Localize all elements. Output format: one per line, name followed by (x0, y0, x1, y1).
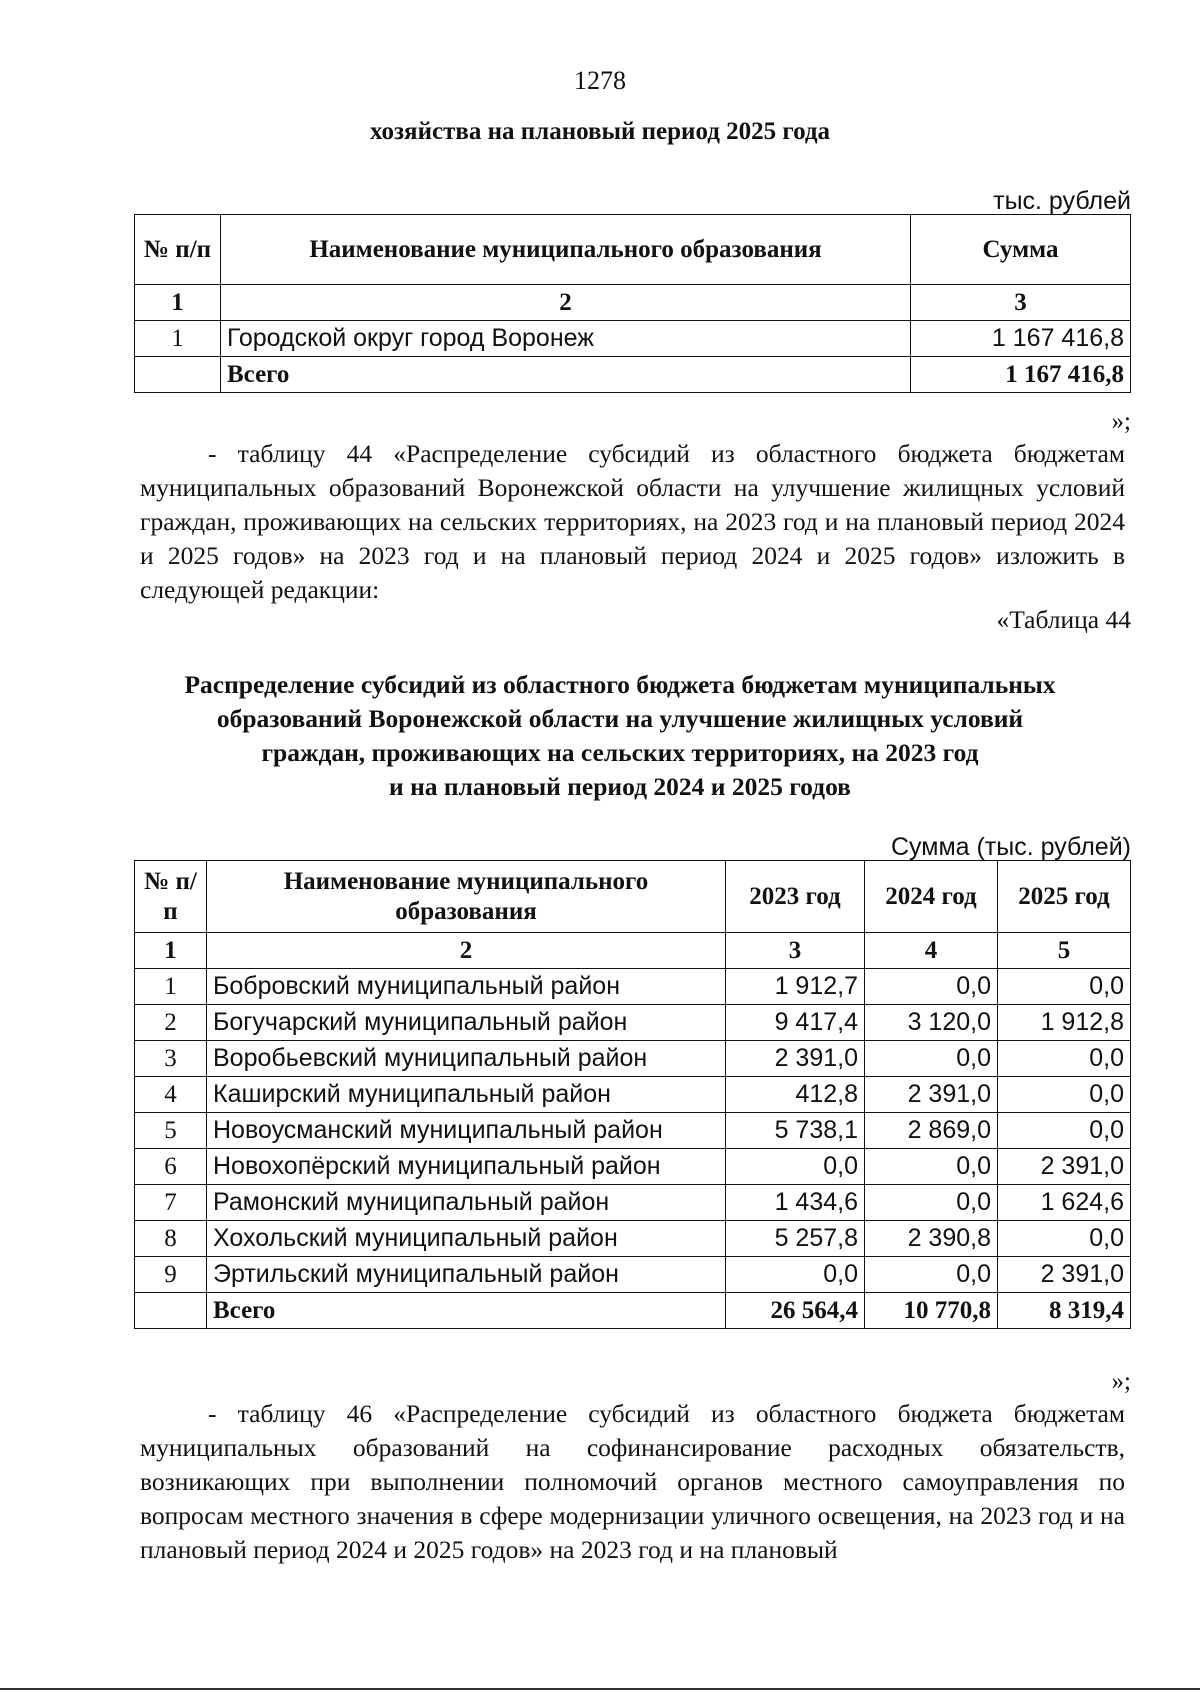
table2-title-line: и на плановый период 2024 и 2025 годов (389, 772, 851, 801)
table2-title-line: граждан, проживающих на сельских территориях, на 2023 год (261, 738, 979, 767)
table1-colnum: 2 (221, 285, 911, 321)
row-2025: 1 624,6 (998, 1185, 1131, 1221)
row-2025: 0,0 (998, 1221, 1131, 1257)
row-num: 8 (135, 1221, 207, 1257)
row-2023: 5 738,1 (726, 1113, 865, 1149)
table-row (135, 1185, 1131, 1221)
row-num: 9 (135, 1257, 207, 1293)
table44-label: «Таблица 44 (996, 605, 1131, 634)
row-2025: 0,0 (998, 1113, 1131, 1149)
row-2023: 0,0 (726, 1149, 865, 1185)
row-num: 1 (135, 321, 221, 357)
table1 (134, 214, 1131, 393)
table-row (135, 1077, 1131, 1113)
row-num: 5 (135, 1113, 207, 1149)
table2-title (120, 668, 1120, 804)
table1-closing-quote: »; (1111, 408, 1131, 435)
table-row (135, 1149, 1131, 1185)
table-row (135, 969, 1131, 1005)
empty-cell (135, 1293, 207, 1329)
row-name: Новохопёрский муниципальный район (207, 1149, 726, 1185)
row-name: Городской округ город Воронеж (221, 321, 911, 357)
row-num: 7 (135, 1185, 207, 1221)
table1-header-row (135, 215, 1131, 285)
row-2025: 0,0 (998, 1041, 1131, 1077)
page-bottom-rule (0, 1688, 1200, 1690)
row-num: 3 (135, 1041, 207, 1077)
table1-total-row (135, 357, 1131, 393)
row-2023: 412,8 (726, 1077, 865, 1113)
table1-header-sum: Сумма (911, 215, 1131, 285)
row-sum: 1 167 416,8 (911, 321, 1131, 357)
table2-header-2025: 2025 год (998, 861, 1131, 933)
row-2024: 3 120,0 (865, 1005, 998, 1041)
row-2025: 1 912,8 (998, 1005, 1131, 1041)
table2 (134, 860, 1131, 1329)
total-label: Всего (221, 357, 911, 393)
row-2024: 2 869,0 (865, 1113, 998, 1149)
row-2024: 0,0 (865, 969, 998, 1005)
table-row (135, 321, 1131, 357)
table-row (135, 1005, 1131, 1041)
row-2023: 5 257,8 (726, 1221, 865, 1257)
table1-header-name: Наименование муниципального образования (221, 215, 911, 285)
table2-header-num: № п/п (135, 861, 207, 933)
table1-title: хозяйства на плановый период 2025 года (369, 118, 831, 145)
row-2024: 2 391,0 (865, 1077, 998, 1113)
table2-unit: Сумма (тыс. рублей) (890, 833, 1131, 861)
row-name: Богучарский муниципальный район (207, 1005, 726, 1041)
row-name: Рамонский муниципальный район (207, 1185, 726, 1221)
row-name: Каширский муниципальный район (207, 1077, 726, 1113)
row-name: Бобровский муниципальный район (207, 969, 726, 1005)
table-row (135, 1113, 1131, 1149)
row-2025: 2 391,0 (998, 1149, 1131, 1185)
total-2025: 8 319,4 (998, 1293, 1131, 1329)
table2-colnum: 5 (998, 933, 1131, 969)
table2-colnum: 2 (207, 933, 726, 969)
row-2023: 2 391,0 (726, 1041, 865, 1077)
table2-header-2023: 2023 год (726, 861, 865, 933)
table1-header-num: № п/п (135, 215, 221, 285)
row-2023: 9 417,4 (726, 1005, 865, 1041)
table-row (135, 1257, 1131, 1293)
table1-colnum: 1 (135, 285, 221, 321)
table2-title-line: образований Воронежской области на улучшение жилищных условий (216, 704, 1024, 733)
row-2023: 0,0 (726, 1257, 865, 1293)
table-row (135, 1041, 1131, 1077)
table2-colnum: 3 (726, 933, 865, 969)
row-num: 1 (135, 969, 207, 1005)
row-2024: 0,0 (865, 1185, 998, 1221)
row-2025: 0,0 (998, 1077, 1131, 1113)
table2-closing-quote: »; (1111, 1368, 1131, 1395)
table2-header-row (135, 861, 1131, 933)
row-2023: 1 912,7 (726, 969, 865, 1005)
row-num: 4 (135, 1077, 207, 1113)
paragraph-table46-amendment: - таблицу 46 «Распределение субсидий из областного бюджета бюджетам муниципальных образований на софинансирование расходных обязательств, возникающих при выполнении полномочий органов местного самоуправления по вопросам местного значения в сфере модернизации уличного освещения, на 2023 год и на плановый период 2024 и 2025 годов» на 2023 год и на плановый (140, 1399, 1125, 1564)
row-2025: 2 391,0 (998, 1257, 1131, 1293)
table1-unit: тыс. рублей (993, 187, 1131, 215)
table2-header-2024: 2024 год (865, 861, 998, 933)
total-sum: 1 167 416,8 (911, 357, 1131, 393)
row-name: Воробьевский муниципальный район (207, 1041, 726, 1077)
total-label: Всего (207, 1293, 726, 1329)
table2-total-row (135, 1293, 1131, 1329)
table2-colnum: 4 (865, 933, 998, 969)
table2-header-name: Наименование муниципального образования (207, 861, 726, 933)
row-name: Эртильский муниципальный район (207, 1257, 726, 1293)
table-row (135, 1221, 1131, 1257)
row-name: Новоусманский муниципальный район (207, 1113, 726, 1149)
row-2024: 0,0 (865, 1257, 998, 1293)
row-num: 6 (135, 1149, 207, 1185)
total-2024: 10 770,8 (865, 1293, 998, 1329)
paragraph-table44-amendment: - таблицу 44 «Распределение субсидий из областного бюджета бюджетам муниципальных образований Воронежской области на улучшение жилищных условий граждан, проживающих на сельских территориях, на 2023 год и на плановый период 2024 и 2025 годов» на 2023 год и на плановый период 2024 и 2025 годов» изложить в следующей редакции: (140, 439, 1125, 604)
table1-colnum-row (135, 285, 1131, 321)
table2-colnum: 1 (135, 933, 207, 969)
row-2023: 1 434,6 (726, 1185, 865, 1221)
row-2024: 2 390,8 (865, 1221, 998, 1257)
table2-colnum-row (135, 933, 1131, 969)
page-number: 1278 (574, 66, 626, 95)
row-2025: 0,0 (998, 969, 1131, 1005)
row-2024: 0,0 (865, 1149, 998, 1185)
total-2023: 26 564,4 (726, 1293, 865, 1329)
table1-colnum: 3 (911, 285, 1131, 321)
table2-title-line: Распределение субсидий из областного бюджета бюджетам муниципальных (184, 670, 1056, 699)
row-2024: 0,0 (865, 1041, 998, 1077)
row-name: Хохольский муниципальный район (207, 1221, 726, 1257)
row-num: 2 (135, 1005, 207, 1041)
empty-cell (135, 357, 221, 393)
